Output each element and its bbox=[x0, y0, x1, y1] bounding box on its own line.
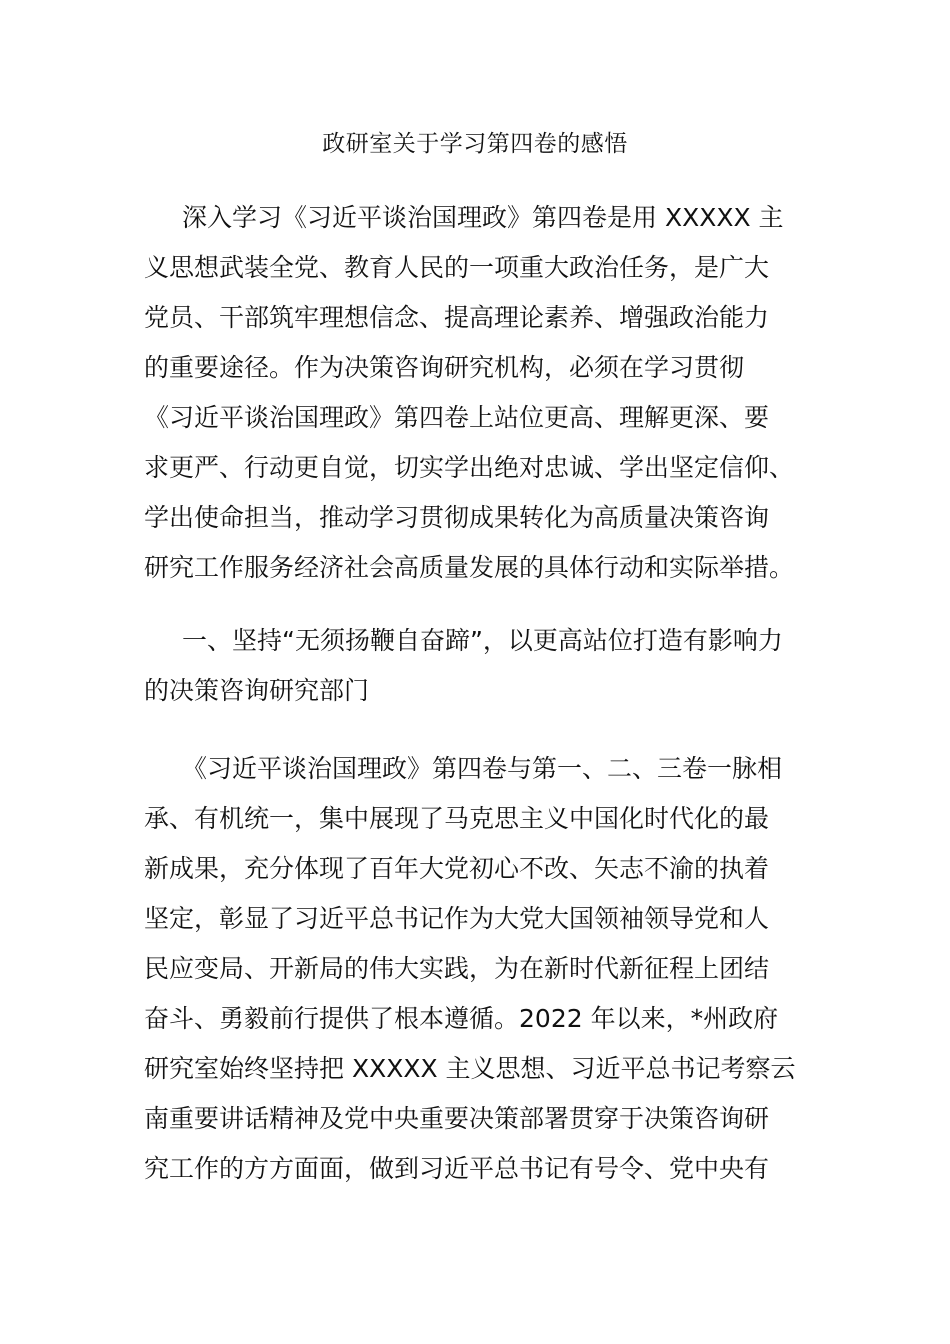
section-heading-1 bbox=[144, 616, 812, 716]
paragraph-line: 《习近平谈治国理政》第四卷与第一、二、三卷一脉相 bbox=[182, 754, 783, 783]
paragraph-section-1 bbox=[144, 744, 812, 1194]
paragraph-line: 的重要途径。作为决策咨询研究机构，必须在学习贯彻 bbox=[144, 353, 745, 382]
paragraph-line: 坚定，彰显了习近平总书记作为大党大国领袖领导党和人 bbox=[144, 904, 770, 933]
paragraph-line: 义思想武装全党、教育人民的一项重大政治任务，是广大 bbox=[144, 253, 770, 282]
paragraph-line: 研究工作服务经济社会高质量发展的具体行动和实际举措。 bbox=[144, 553, 795, 582]
paragraph-line: 深入学习《习近平谈治国理政》第四卷是用 XXXXX 主 bbox=[182, 203, 784, 232]
paragraph-intro bbox=[144, 193, 812, 593]
paragraph-line: 研究室始终坚持把 XXXXX 主义思想、习近平总书记考察云 bbox=[144, 1054, 796, 1083]
paragraph-line: 求更严、行动更自觉，切实学出绝对忠诚、学出坚定信仰、 bbox=[144, 453, 795, 482]
paragraph-line: 承、有机统一，集中展现了马克思主义中国化时代化的最 bbox=[144, 804, 770, 833]
heading-line: 的决策咨询研究部门 bbox=[144, 676, 370, 705]
paragraph-line: 民应变局、开新局的伟大实践，为在新时代新征程上团结 bbox=[144, 954, 770, 983]
document-title: 政研室关于学习第四卷的感悟 bbox=[322, 131, 628, 157]
paragraph-line: 党员、干部筑牢理想信念、提高理论素养、增强政治能力 bbox=[144, 303, 770, 332]
paragraph-line: 新成果，充分体现了百年大党初心不改、矢志不渝的执着 bbox=[144, 854, 770, 883]
paragraph-line: 南重要讲话精神及党中央重要决策部署贯穿于决策咨询研 bbox=[144, 1104, 770, 1133]
heading-line: 一、坚持“无须扬鞭自奋蹄”，以更高站位打造有影响力 bbox=[182, 626, 783, 655]
paragraph-line: 学出使命担当，推动学习贯彻成果转化为高质量决策咨询 bbox=[144, 503, 770, 532]
paragraph-line: 奋斗、勇毅前行提供了根本遵循。2022 年以来，*州政府 bbox=[144, 1004, 779, 1033]
paragraph-line: 《习近平谈治国理政》第四卷上站位更高、理解更深、要 bbox=[144, 403, 770, 432]
paragraph-line: 究工作的方方面面，做到习近平总书记有号令、党中央有 bbox=[144, 1154, 770, 1183]
